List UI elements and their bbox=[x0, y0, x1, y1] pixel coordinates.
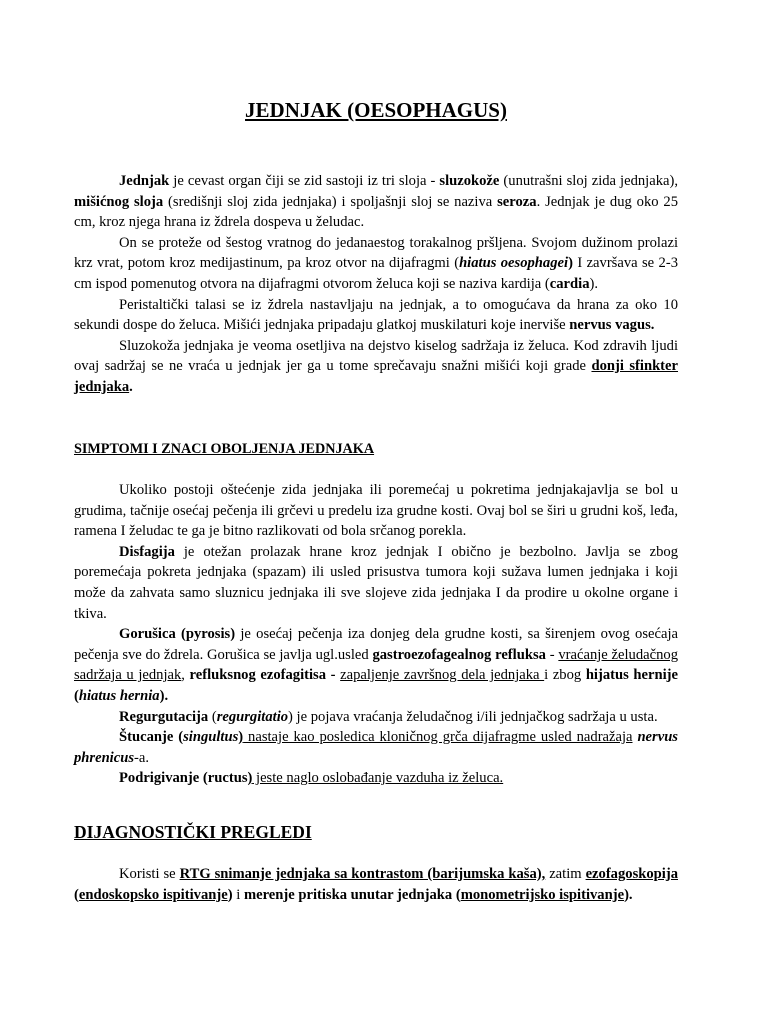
intro-paragraph-anatomy bbox=[74, 233, 678, 295]
symptoms-paragraph-dysphagia bbox=[74, 542, 678, 624]
text-run: ) bbox=[227, 886, 233, 903]
term-seroza: seroza bbox=[497, 193, 537, 210]
text-run: -a. bbox=[134, 749, 150, 766]
text-run: zatim bbox=[545, 866, 586, 882]
intro-paragraph-mucosa bbox=[74, 336, 678, 398]
text-run: ) bbox=[568, 255, 573, 272]
term-hiatus-oesophagei: hiatus oesophagei bbox=[459, 255, 569, 272]
term-donji-sfinkter: donji sfinkter jednjaka bbox=[74, 358, 679, 395]
term-endoskopsko-ispitivanje: endoskopsko ispitivanje bbox=[78, 886, 228, 903]
term-gorusica: Gorušica (pyrosis) bbox=[119, 626, 236, 643]
diagnostics-paragraph bbox=[74, 864, 678, 905]
text-run: ) bbox=[247, 770, 253, 787]
text-run: ). bbox=[624, 886, 633, 903]
text-run: I završava se 2-3 cm ispod pomenutog otvora na dijafragmi otvorom želuca koji se naziva kardija ( bbox=[74, 255, 678, 292]
term-hiatus-hernia: hiatus hernia bbox=[78, 687, 160, 704]
section-heading-diagnostics: DIJAGNOSTIČKI PREGLEDI bbox=[74, 822, 312, 842]
symptoms-paragraph-pain bbox=[74, 480, 678, 542]
term-monometrijsko-ispitivanje: monometrijsko ispitivanje bbox=[460, 886, 625, 903]
term-disfagija: Disfagija bbox=[119, 543, 175, 560]
term-podrigivanje: Podrigivanje (ructus bbox=[119, 770, 248, 787]
text-run: Peristaltički talasi se iz ždrela nastavljaju na jednjak, a to omogućava da hrana za oko 10 sekundi dospe do želuca. Mišići jednjaka pripadaju glatkoj muskilaturi koje inerviše bbox=[74, 296, 678, 334]
term-regurgutacija: Regurgutacija bbox=[119, 708, 209, 725]
term-singultus: singultus bbox=[183, 729, 239, 746]
text-run: i bbox=[232, 886, 244, 903]
text-run: (unutrašni sloj zida jednjaka), bbox=[499, 173, 678, 189]
text-run: i zbog bbox=[544, 667, 586, 684]
term-regurgitatio: regurgitatio bbox=[216, 708, 289, 725]
text-run: ( bbox=[74, 886, 79, 903]
intro-paragraph-peristalsis bbox=[74, 295, 678, 336]
symptoms-section bbox=[74, 480, 678, 789]
term-sluzokoze: sluzokože bbox=[439, 173, 500, 189]
term-gastroezofagealni-refluks: gastroezofagealnog refluksa bbox=[372, 646, 546, 663]
text-run: On se proteže od šestog vratnog do jedanaestog torakalnog pršljena. Svojom dužinom prolazi krz vrat, potom kroz medijastinum, pa kroz otvor na dijafragmi ( bbox=[74, 234, 678, 272]
symptoms-paragraph-hiccup bbox=[74, 727, 678, 768]
text-run: (središnji sloj zida jednjaka) i spoljašnji sloj se naziva bbox=[163, 193, 498, 210]
term-misicni-sloj: mišićnog sloja bbox=[74, 193, 164, 210]
text-run: ). bbox=[589, 275, 599, 292]
text-run: Koristi se bbox=[119, 866, 180, 882]
text-run: ). bbox=[159, 687, 169, 704]
underlined-run: nastaje kao posledica kloničnog grča dijafragme usled nadražaja bbox=[243, 729, 633, 746]
term-rtg-snimanje: RTG snimanje jednjaka sa kontrastom (barijumska kaša), bbox=[179, 866, 546, 882]
symptoms-paragraph-regurgitation bbox=[74, 707, 678, 728]
underlined-run: jeste naglo oslobađanje vazduha iz želuca. bbox=[252, 770, 504, 787]
symptoms-paragraph-heartburn bbox=[74, 624, 678, 706]
page-title: JEDNJAK (OESOPHAGUS) bbox=[245, 98, 507, 122]
text-run: - bbox=[545, 646, 559, 663]
intro-section bbox=[74, 171, 678, 398]
term-refluksni-ezofagitis: refluksnog ezofagitisa - bbox=[189, 667, 336, 684]
term-nervus-phrenicus: nervus phrenicus bbox=[74, 729, 678, 766]
section-heading-symptoms: SIMPTOMI I ZNACI OBOLJENJA JEDNJAKA bbox=[74, 441, 375, 457]
term-merenje-pritiska: merenje pritiska unutar jednjaka ( bbox=[243, 886, 461, 903]
text-run: je osećaj pečenja iza donjeg dela grudne kosti, sa širenjem ovog osećaja pečenja sve do ždrela. Gorušica se javlja ugl.usled bbox=[74, 626, 678, 663]
text-run: Sluzokoža jednjaka je veoma osetljiva na dejstvo kiselog sadržaja iz želuca. Kod zdravih ljudi ovaj sadržaj se ne vraća u jednjak jer ga u tome sprečavaju snažni mišići koji grade bbox=[74, 337, 678, 375]
underlined-run: vraćanje želudačnog sadržaja u jednjak bbox=[74, 646, 678, 684]
term-nervus-vagus: nervus vagus. bbox=[569, 317, 655, 334]
intro-paragraph-definition bbox=[74, 171, 678, 233]
term-stucanje: Štucanje ( bbox=[119, 729, 184, 746]
term-jednjak: Jednjak bbox=[119, 173, 170, 189]
text-run: ( bbox=[208, 708, 217, 725]
text-run: je otežan prolazak hrane kroz jednjak I obično je bezbolno. Javlja se zbog poremećaja pokreta jednjaka (spazam) ili usled prisustva tumora koji sužava lumen jednjaka i koji može da zahvata samo sluznicu jednjaka ili sve slojeve zida jednjaka I da prodire u okolne organe i tkiva. bbox=[74, 543, 678, 622]
underlined-run: zapaljenje završnog dela jednjaka bbox=[340, 667, 545, 684]
text-run: ) je pojava vraćanja želudačnog i/ili jednjačkog sadržaja u usta. bbox=[288, 708, 658, 725]
text-run: . bbox=[129, 378, 133, 395]
term-cardia: cardia bbox=[549, 275, 590, 292]
text-run: ) bbox=[238, 729, 244, 746]
diagnostics-section bbox=[74, 864, 678, 905]
symptoms-paragraph-belching bbox=[74, 768, 678, 789]
text-run: Ukoliko postoji oštećenje zida jednjaka ili poremećaj u pokretima jednjakajavlja se bol u grudima, tačnije osećaj pečenja ili grčevi u predelu iza grudne kosti. Ovaj bol se širi u grudni koš, leđa, ramena I želudac te ga je bitno razlikovati od bola srčanog porekla. bbox=[74, 482, 678, 540]
text-run: , bbox=[181, 667, 190, 684]
text-run: je cevast organ čiji se zid sastoji iz tri sloja - bbox=[169, 173, 440, 189]
text-run: . Jednjak je dug oko 25 cm, kroz njega hrana iz ždrela dospeva u želudac. bbox=[74, 193, 678, 231]
term-hijatus-hernija: hijatus hernije ( bbox=[74, 667, 678, 704]
term-ezofagoskopija: ezofagoskopija bbox=[585, 866, 678, 882]
